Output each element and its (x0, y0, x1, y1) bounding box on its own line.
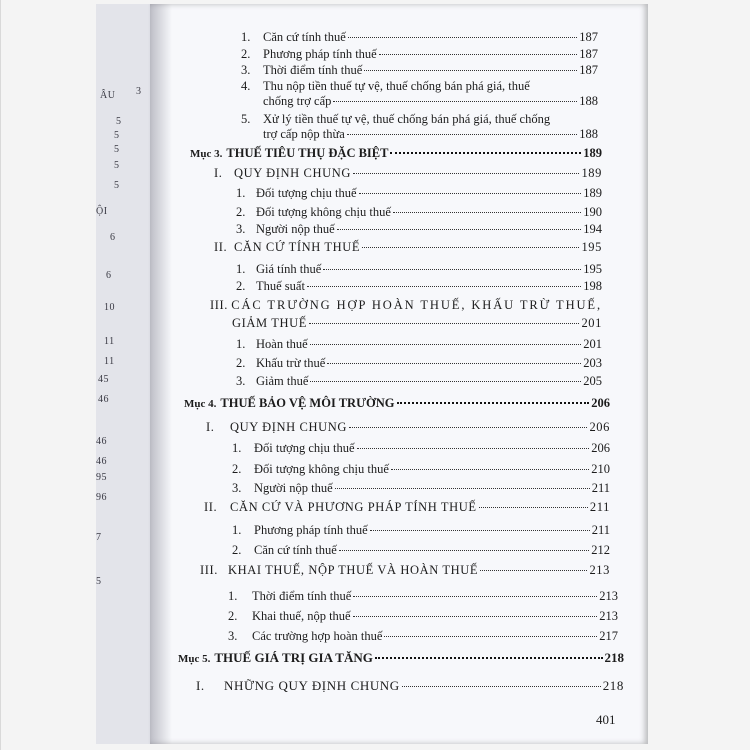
toc-section-muc-4 (184, 396, 610, 412)
toc-entry (232, 543, 610, 558)
toc-entry-number: 3. (236, 374, 246, 388)
toc-entry-page: 203 (583, 356, 602, 370)
toc-entry-number: 3. (236, 222, 246, 236)
toc-group (196, 678, 624, 693)
toc-entry-page: 213 (599, 589, 618, 603)
section-page: 218 (604, 650, 624, 665)
toc-group (200, 563, 610, 578)
group-page: 211 (589, 500, 610, 514)
group-page: 189 (581, 166, 602, 180)
group-number: III. (200, 563, 219, 577)
toc-entry-number: 5. (241, 112, 251, 126)
toc-entry (236, 374, 602, 389)
toc-entry (236, 205, 602, 220)
toc-entry (241, 30, 598, 45)
toc-entry-text: Thuế suất (256, 279, 305, 293)
toc-entry-text: Phương pháp tính thuế (263, 47, 377, 61)
group-page: 213 (589, 563, 610, 577)
toc-entry-number: 3. (228, 629, 238, 643)
left-page-fragment: ỘI (96, 206, 108, 217)
page-number: 401 (596, 712, 616, 727)
left-page-fragment: 5 (116, 116, 122, 127)
toc-entry (236, 262, 602, 277)
toc-entry-number: 1. (236, 186, 246, 200)
toc-entry (236, 279, 602, 294)
toc-entry-text: trợ cấp nộp thừa (263, 127, 345, 141)
toc-entry-text: Giảm thuế (256, 374, 309, 388)
left-page-fragment: 6 (110, 232, 116, 243)
toc-entry-text: Xử lý tiền thuế tự vệ, thuế chống bán phá giá, thuế chống (263, 112, 551, 126)
toc-entry-text: Đối tượng chịu thuế (256, 186, 357, 200)
toc-entry-number: 1. (228, 589, 238, 603)
toc-entry (232, 441, 610, 456)
group-page: 206 (589, 420, 610, 434)
left-page-fragment: 3 (136, 86, 142, 97)
group-title: NHỮNG QUY ĐỊNH CHUNG (224, 678, 400, 693)
toc-entry-text: Phương pháp tính thuế (254, 523, 368, 537)
toc-entry-page: 206 (591, 441, 610, 455)
toc-entry (236, 222, 602, 237)
toc-leader (310, 381, 581, 382)
toc-entry-number: 1. (232, 441, 242, 455)
toc-entry (228, 629, 618, 644)
left-page-fragment: 5 (114, 144, 120, 155)
toc-group (214, 166, 602, 181)
toc-entry-page: 211 (591, 523, 610, 537)
toc-leader (357, 448, 590, 449)
toc-entry-number: 2. (228, 609, 238, 623)
left-page-fragment: 10 (104, 302, 115, 313)
group-number: I. (206, 420, 215, 434)
toc-leader (375, 657, 603, 659)
toc-leader (393, 212, 581, 213)
group-page: 201 (581, 316, 602, 330)
toc-entry-page: 213 (599, 609, 618, 623)
toc-entry-text: Hoàn thuế (256, 337, 308, 351)
toc-leader (479, 507, 588, 508)
group-number: II. (214, 240, 228, 254)
left-page-fragment: 46 (96, 436, 107, 447)
left-page-fragment: 11 (104, 336, 115, 347)
toc-leader (349, 427, 587, 428)
toc-leader (347, 134, 577, 135)
toc-leader (309, 323, 579, 324)
toc-entry-page: 187 (579, 47, 598, 61)
toc-entry-number: 1. (236, 262, 246, 276)
left-page-fragment: 96 (96, 492, 107, 503)
group-title: GIẢM THUẾ (232, 316, 307, 330)
toc-entry-text: Đối tượng không chịu thuế (256, 205, 391, 219)
toc-leader (337, 229, 582, 230)
toc-entry-continuation (263, 127, 598, 142)
group-number: I. (214, 166, 223, 180)
section-page: 206 (591, 396, 610, 410)
toc-entry (236, 337, 602, 352)
toc-leader (339, 550, 589, 551)
toc-group (214, 240, 602, 255)
toc-entry-page: 187 (579, 63, 598, 77)
toc-entry-text: Đối tượng không chịu thuế (254, 462, 389, 476)
toc-entry-text: Thu nộp tiền thuế tự vệ, thuế chống bán phá giá, thuế (263, 79, 530, 93)
toc-entry-number: 1. (241, 30, 251, 44)
toc-entry (232, 462, 610, 477)
toc-leader (353, 596, 597, 597)
group-page: 218 (602, 678, 624, 693)
toc-leader (359, 193, 582, 194)
group-number: III. (210, 298, 229, 312)
toc-entry (228, 609, 618, 624)
toc-section-muc-5 (178, 650, 624, 667)
toc-entry (241, 112, 598, 127)
toc-entry-number: 3. (232, 481, 242, 495)
toc-leader (310, 344, 582, 345)
toc-entry-number: 2. (236, 279, 246, 293)
toc-leader (307, 286, 581, 287)
left-page-fragment: 5 (114, 180, 120, 191)
toc-section-muc-3 (190, 146, 602, 162)
section-label: Mục 3. (190, 148, 223, 160)
group-title: KHAI THUẾ, NỘP THUẾ VÀ HOÀN THUẾ (228, 563, 479, 577)
group-title: CĂN CỨ VÀ PHƯƠNG PHÁP TÍNH THUẾ (230, 500, 477, 514)
toc-leader (402, 686, 601, 687)
toc-entry-page: 188 (579, 94, 598, 108)
toc-leader (379, 54, 578, 55)
toc-leader (323, 269, 581, 270)
toc-entry-text: Thời điểm tính thuế (263, 63, 363, 77)
toc-leader (370, 530, 590, 531)
toc-entry-number: 2. (232, 462, 242, 476)
left-page-fragment: 6 (106, 270, 112, 281)
toc-entry-text: Khấu trừ thuế (256, 356, 326, 370)
frame-border-left (0, 0, 1, 750)
toc-entry-page: 212 (591, 543, 610, 557)
section-label: Mục 4. (184, 398, 217, 410)
toc-entry (228, 589, 618, 604)
toc-leader (384, 636, 597, 637)
toc-leader (397, 402, 590, 404)
left-page-fragment: 46 (96, 456, 107, 467)
toc-leader (327, 363, 581, 364)
toc-leader (335, 488, 590, 489)
toc-entry-text: Thời điểm tính thuế (252, 589, 352, 603)
toc-entry-page: 194 (583, 222, 602, 236)
left-page-fragment: ÂU (100, 90, 116, 101)
toc-leader (364, 70, 577, 71)
toc-entry-text: chống trợ cấp (263, 94, 332, 108)
toc-group (206, 420, 610, 435)
toc-leader (391, 469, 589, 470)
toc-leader (348, 37, 577, 38)
toc-entry-page: 201 (583, 337, 602, 351)
left-page-fragment: 11 (104, 356, 115, 367)
toc-entry-continuation (263, 94, 598, 109)
toc-entry-number: 2. (232, 543, 242, 557)
toc-entry (232, 523, 610, 538)
section-title: THUẾ GIÁ TRỊ GIA TĂNG (214, 650, 373, 665)
section-label: Mục 5. (178, 653, 211, 665)
left-page-fragment: 5 (114, 130, 120, 141)
toc-entry (241, 79, 598, 94)
toc-entry-page: 198 (583, 279, 602, 293)
section-title: THUẾ TIÊU THỤ ĐẶC BIỆT (226, 146, 389, 160)
toc-entry-page: 205 (583, 374, 602, 388)
toc-leader (480, 570, 587, 571)
group-title: QUY ĐỊNH CHUNG (230, 420, 347, 434)
group-page: 195 (581, 240, 602, 254)
toc-entry-page: 190 (583, 205, 602, 219)
toc-entry-number: 2. (236, 205, 246, 219)
toc-entry-text: Căn cứ tính thuế (263, 30, 346, 44)
toc-entry (232, 481, 610, 496)
toc-entry-page: 217 (599, 629, 618, 643)
left-page-fragment: 46 (98, 394, 109, 405)
toc-entry-number: 3. (241, 63, 251, 77)
toc-entry-number: 2. (236, 356, 246, 370)
group-number: I. (196, 678, 205, 693)
toc-entry-number: 1. (236, 337, 246, 351)
toc-entry-text: Các trường hợp hoàn thuế (252, 629, 383, 643)
toc-entry (236, 356, 602, 371)
toc-entry-text: Khai thuế, nộp thuế (252, 609, 351, 623)
toc-leader (333, 101, 577, 102)
toc-group (210, 298, 602, 313)
toc-entry-page: 188 (579, 127, 598, 141)
toc-leader (362, 247, 579, 248)
toc-entry (241, 47, 598, 62)
toc-entry-page: 187 (579, 30, 598, 44)
toc-entry-text: Giá tính thuế (256, 262, 322, 276)
toc-entry-page: 210 (591, 462, 610, 476)
toc-entry (236, 186, 602, 201)
toc-group (204, 500, 610, 515)
section-title: THUẾ BẢO VỆ MÔI TRƯỜNG (220, 396, 395, 410)
toc-leader (353, 616, 598, 617)
group-number: II. (204, 500, 218, 514)
group-title: CÁC TRƯỜNG HỢP HOÀN THUẾ, KHẤU TRỪ THUẾ, (231, 298, 602, 312)
toc-entry-number: 2. (241, 47, 251, 61)
toc-leader (390, 152, 581, 154)
toc-entry-number: 4. (241, 79, 251, 93)
left-page-fragment: 7 (96, 532, 102, 543)
toc-entry-text: Căn cứ tính thuế (254, 543, 337, 557)
toc-entry-number: 1. (232, 523, 242, 537)
toc-leader (353, 173, 579, 174)
toc-entry-text: Đối tượng chịu thuế (254, 441, 355, 455)
toc-entry-text: Người nộp thuế (254, 481, 333, 495)
section-page: 189 (583, 146, 602, 160)
group-title: QUY ĐỊNH CHUNG (234, 166, 351, 180)
toc-group-continuation (232, 316, 602, 331)
left-page-fragment: 5 (96, 576, 102, 587)
toc-entry-page: 195 (583, 262, 602, 276)
left-page-fragment: 45 (98, 374, 109, 385)
left-page-fragment: 95 (96, 472, 107, 483)
toc-entry-page: 189 (583, 186, 602, 200)
toc-entry-page: 211 (591, 481, 610, 495)
left-page-fragment: 5 (114, 160, 120, 171)
group-title: CĂN CỨ TÍNH THUẾ (234, 240, 361, 254)
toc-entry (241, 63, 598, 78)
toc-entry-text: Người nộp thuế (256, 222, 335, 236)
